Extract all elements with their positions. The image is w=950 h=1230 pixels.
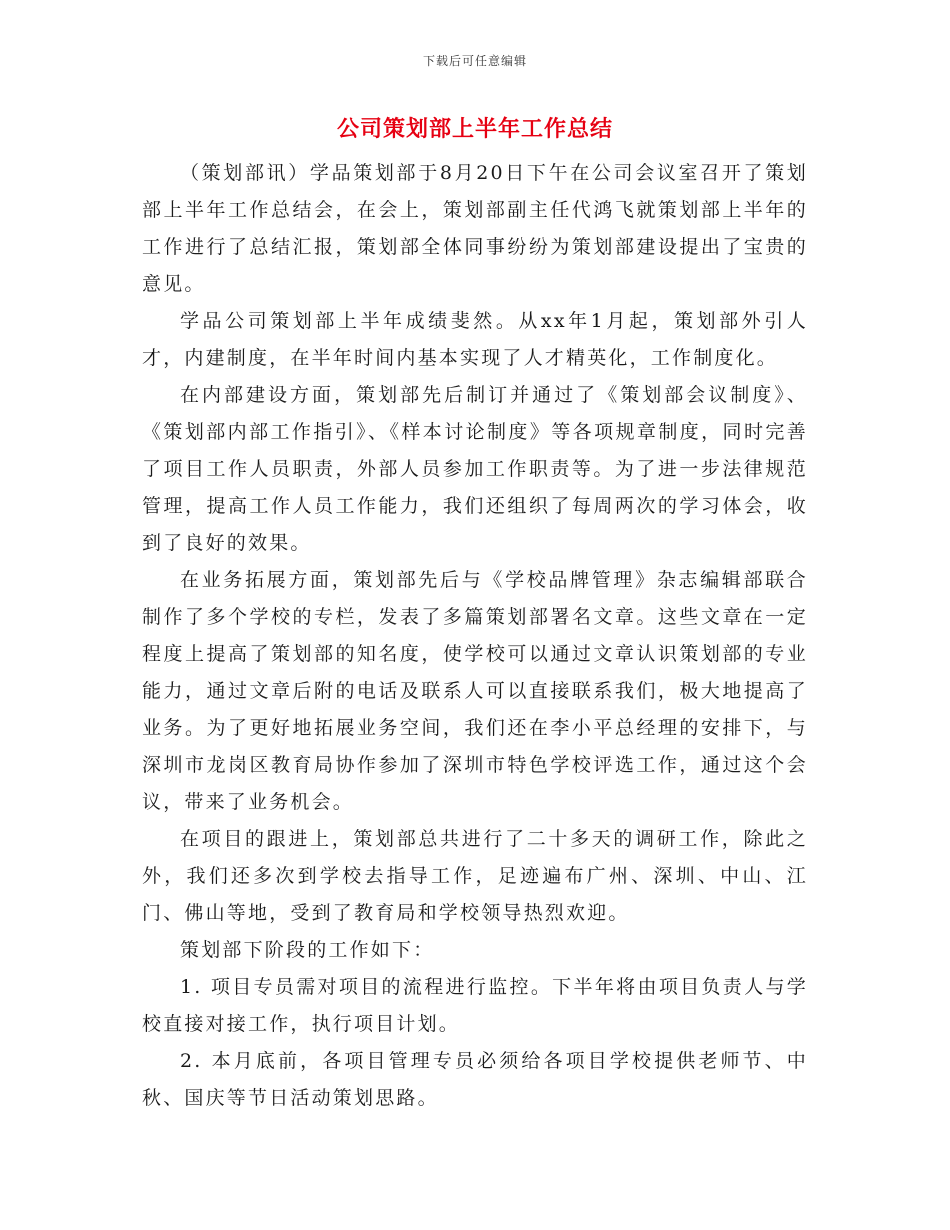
paragraph-internal-building: 在内部建设方面，策划部先后制订并通过了《策划部会议制度》、《策划部内部工作指引》、《样本讨论制度》等各项规章制度，同时完善了项目工作人员职责，外部人员参加工作职责等。为了进一步法律规范管理，提高工作人员工作能力，我们还组织了每周两次的学习体会，收到了良好的效果。	[142, 384, 808, 554]
paragraph-intro: （策划部讯）学品策划部于8月20日下午在公司会议室召开了策划部上半年工作总结会，在会上，策划部副主任代鸿飞就策划部上半年的工作进行了总结汇报，策划部全体同事纷纷为策划部建设提出了宝贵的意见。	[142, 162, 808, 295]
paragraph-business-expansion: 在业务拓展方面，策划部先后与《学校品牌管理》杂志编辑部联合制作了多个学校的专栏，发表了多篇策划部署名文章。这些文章在一定程度上提高了策划部的知名度，使学校可以通过文章认识策划部的专业能力，通过文章后附的电话及联系人可以直接联系我们，极大地提高了业务。为了更好地拓展业务空间，我们还在李小平总经理的安排下，与深圳市龙岗区教育局协作参加了深圳市特色学校评选工作，通过这个会议，带来了业务机会。	[142, 569, 808, 813]
paragraph-item-1: 1. 项目专员需对项目的流程进行监控。下半年将由项目负责人与学校直接对接工作，执行项目计划。	[142, 976, 808, 1035]
document-body	[142, 155, 808, 1117]
header-note: 下载后可任意编辑	[422, 54, 527, 68]
paragraph-item-2: 2. 本月底前，各项目管理专员必须给各项目学校提供老师节、中秋、国庆等节日活动策划思路。	[142, 1050, 808, 1109]
paragraph-next-stage: 策划部下阶段的工作如下：	[180, 939, 435, 961]
paragraph-project-followup: 在项目的跟进上，策划部总共进行了二十多天的调研工作，除此之外，我们还多次到学校去指导工作，足迹遍布广州、深圳、中山、江门、佛山等地，受到了教育局和学校领导热烈欢迎。	[142, 828, 808, 924]
document-title: 公司策划部上半年工作总结	[336, 117, 613, 142]
paragraph-achievements: 学品公司策划部上半年成绩斐然。从xx年1月起，策划部外引人才，内建制度，在半年时间内基本实现了人才精英化，工作制度化。	[142, 310, 808, 369]
